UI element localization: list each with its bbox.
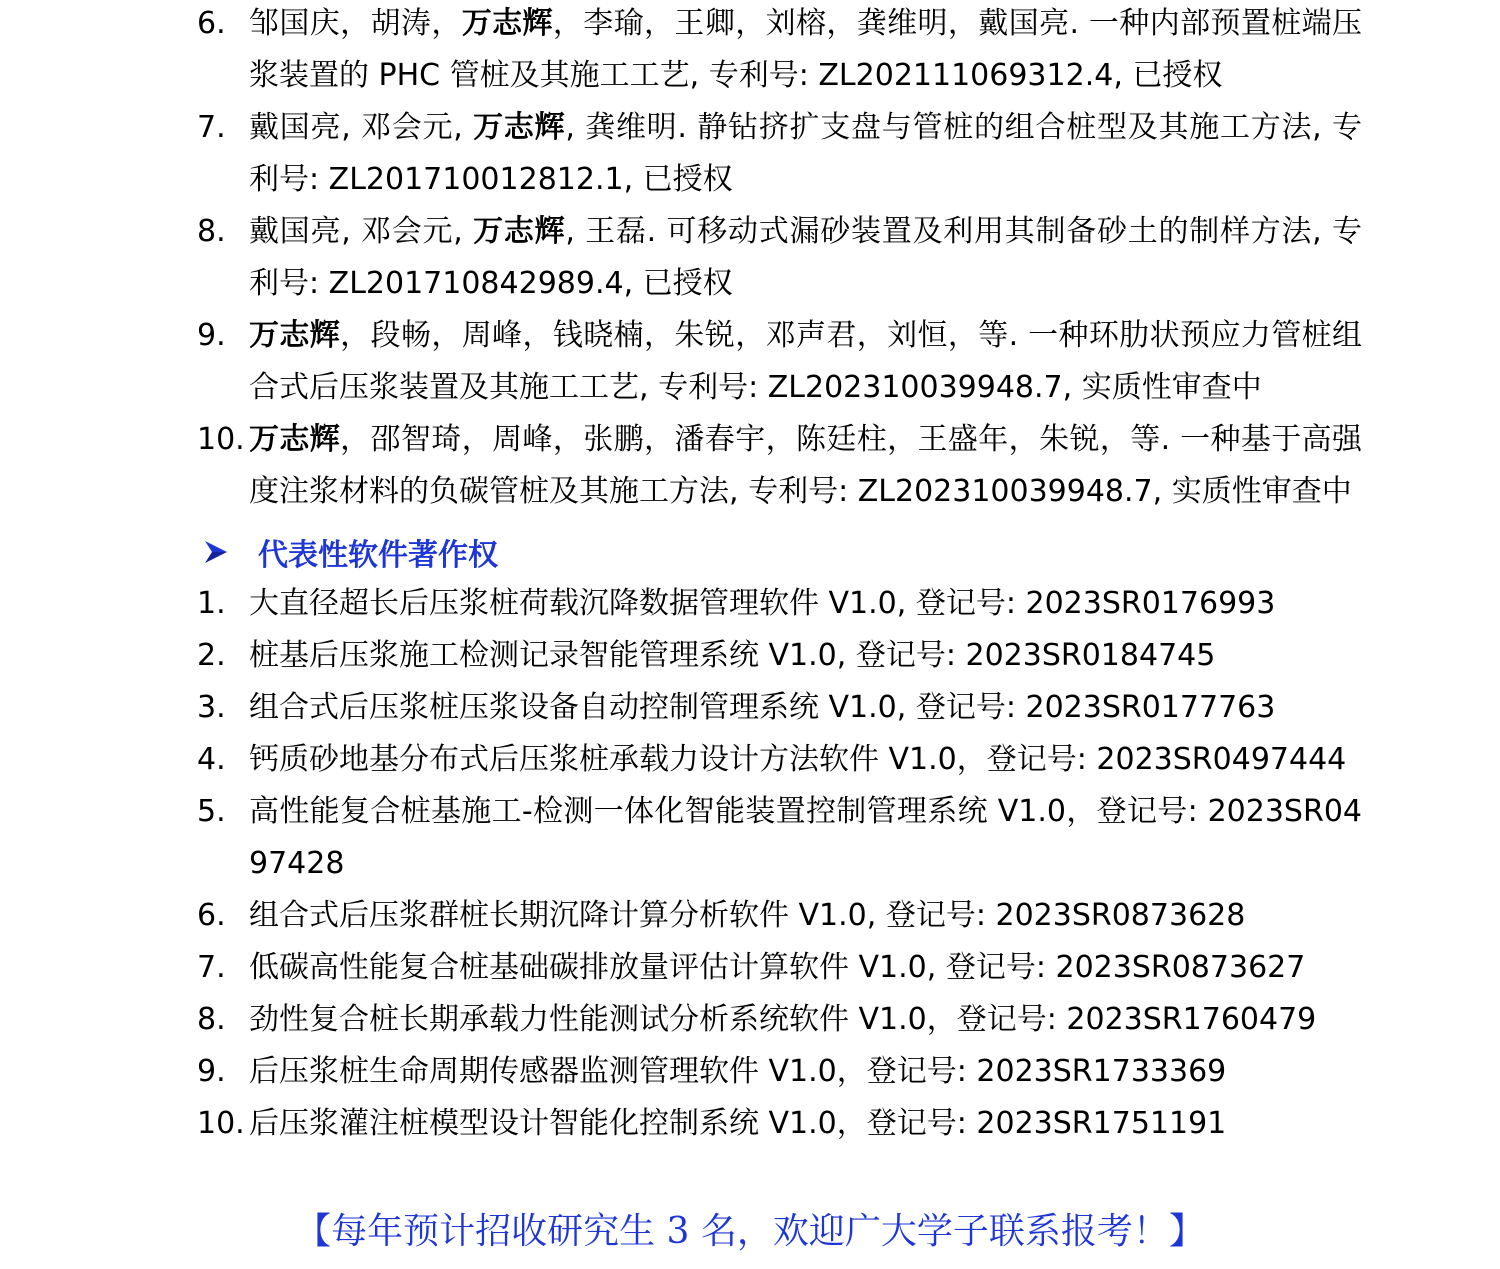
patent-item <box>197 414 1362 518</box>
item-number: 3. <box>197 690 226 725</box>
patent-details: , 龚维明. 静钻挤扩支盘与管桩的组合桩型及其施工方法, 专利号: ZL201710012812.1, 已授权 <box>249 110 1363 197</box>
patent-details: ，段畅，周峰，钱晓楠，朱锐，邓声君，刘恒，等. 一种环肋状预应力管桩组合式后压浆装置及其施工工艺, 专利号: ZL202310039948.7, 实质性审查中 <box>249 318 1363 405</box>
software-text: 后压浆灌注桩模型设计智能化控制系统 V1.0，登记号: 2023SR1751191 <box>249 1106 1227 1141</box>
item-number: 7. <box>197 950 226 985</box>
item-number: 9. <box>197 318 226 353</box>
patent-authors-before: 邹国庆，胡涛， <box>249 6 462 41</box>
patent-item <box>197 206 1362 310</box>
recruitment-notice: 【每年预计招收研究生 3 名，欢迎广大学子联系报考！】 <box>295 1211 1205 1252</box>
software-text: 高性能复合桩基施工-检测一体化智能装置控制管理系统 V1.0，登记号: 2023SR0497428 <box>249 794 1362 881</box>
software-item <box>197 942 1362 994</box>
item-number: 10. <box>197 1106 245 1141</box>
software-text: 后压浆桩生命周期传感器监测管理软件 V1.0，登记号: 2023SR1733369 <box>249 1054 1227 1089</box>
patent-details: ，邵智琦，周峰，张鹏，潘春宇，陈廷柱，王盛年，朱锐，等. 一种基于高强度注浆材料的负碳管桩及其施工方法, 专利号: ZL202310039948.7, 实质性审查中 <box>249 422 1363 509</box>
arrow-bullet-icon <box>197 526 258 578</box>
software-item <box>197 786 1362 890</box>
patent-item <box>197 102 1362 206</box>
patent-text <box>249 0 1362 102</box>
patent-text <box>249 102 1362 206</box>
item-number: 5. <box>197 794 226 829</box>
patent-details: ，李瑜，王卿，刘榕，龚维明，戴国亮. 一种内部预置桩端压浆装置的 PHC 管桩及其施工工艺, 专利号: ZL202111069312.4, 已授权 <box>249 6 1363 93</box>
patent-text <box>249 310 1362 414</box>
item-number: 8. <box>197 1002 226 1037</box>
software-text: 劲性复合桩长期承载力性能测试分析系统软件 V1.0，登记号: 2023SR1760479 <box>249 1002 1317 1037</box>
patent-list <box>197 0 1362 518</box>
item-number: 2. <box>197 638 226 673</box>
software-item <box>197 1046 1362 1098</box>
patent-item <box>197 310 1362 414</box>
patent-authors-before: 戴国亮, 邓会元, <box>249 110 474 145</box>
author-highlight: 万志辉 <box>473 214 566 249</box>
author-highlight: 万志辉 <box>249 422 341 457</box>
software-item <box>197 1098 1362 1150</box>
document-body <box>197 0 1362 1150</box>
patent-authors-before: 戴国亮, 邓会元, <box>249 214 474 249</box>
patent-details: , 王磊. 可移动式漏砂装置及利用其制备砂土的制样方法, 专利号: ZL201710842989.4, 已授权 <box>249 214 1363 301</box>
software-text: 钙质砂地基分布式后压浆桩承载力设计方法软件 V1.0，登记号: 2023SR0497444 <box>249 742 1347 777</box>
author-highlight: 万志辉 <box>473 110 566 145</box>
patent-text <box>249 206 1362 310</box>
patent-text <box>249 414 1362 518</box>
author-highlight: 万志辉 <box>461 6 553 41</box>
software-item <box>197 630 1362 682</box>
software-item <box>197 734 1362 786</box>
item-number: 6. <box>197 898 226 933</box>
software-text: 组合式后压浆桩压浆设备自动控制管理系统 V1.0, 登记号: 2023SR0177763 <box>249 690 1276 725</box>
item-number: 8. <box>197 214 226 249</box>
item-number: 7. <box>197 110 226 145</box>
item-number: 9. <box>197 1054 226 1089</box>
software-item <box>197 994 1362 1046</box>
item-number: 4. <box>197 742 226 777</box>
software-section-heading <box>197 526 1362 578</box>
software-item <box>197 578 1362 630</box>
item-number: 10. <box>197 422 245 457</box>
software-text: 桩基后压浆施工检测记录智能管理系统 V1.0, 登记号: 2023SR0184745 <box>249 638 1216 673</box>
author-highlight: 万志辉 <box>249 318 341 353</box>
software-item <box>197 890 1362 942</box>
section-title: 代表性软件著作权 <box>258 538 498 573</box>
item-number: 6. <box>197 6 226 41</box>
software-item <box>197 682 1362 734</box>
software-text: 大直径超长后压浆桩荷载沉降数据管理软件 V1.0, 登记号: 2023SR0176993 <box>249 586 1276 621</box>
software-copyright-list <box>197 578 1362 1150</box>
patent-item <box>197 0 1362 102</box>
software-text: 低碳高性能复合桩基础碳排放量评估计算软件 V1.0, 登记号: 2023SR0873627 <box>249 950 1306 985</box>
software-text: 组合式后压浆群桩长期沉降计算分析软件 V1.0, 登记号: 2023SR0873628 <box>249 898 1246 933</box>
item-number: 1. <box>197 586 226 621</box>
